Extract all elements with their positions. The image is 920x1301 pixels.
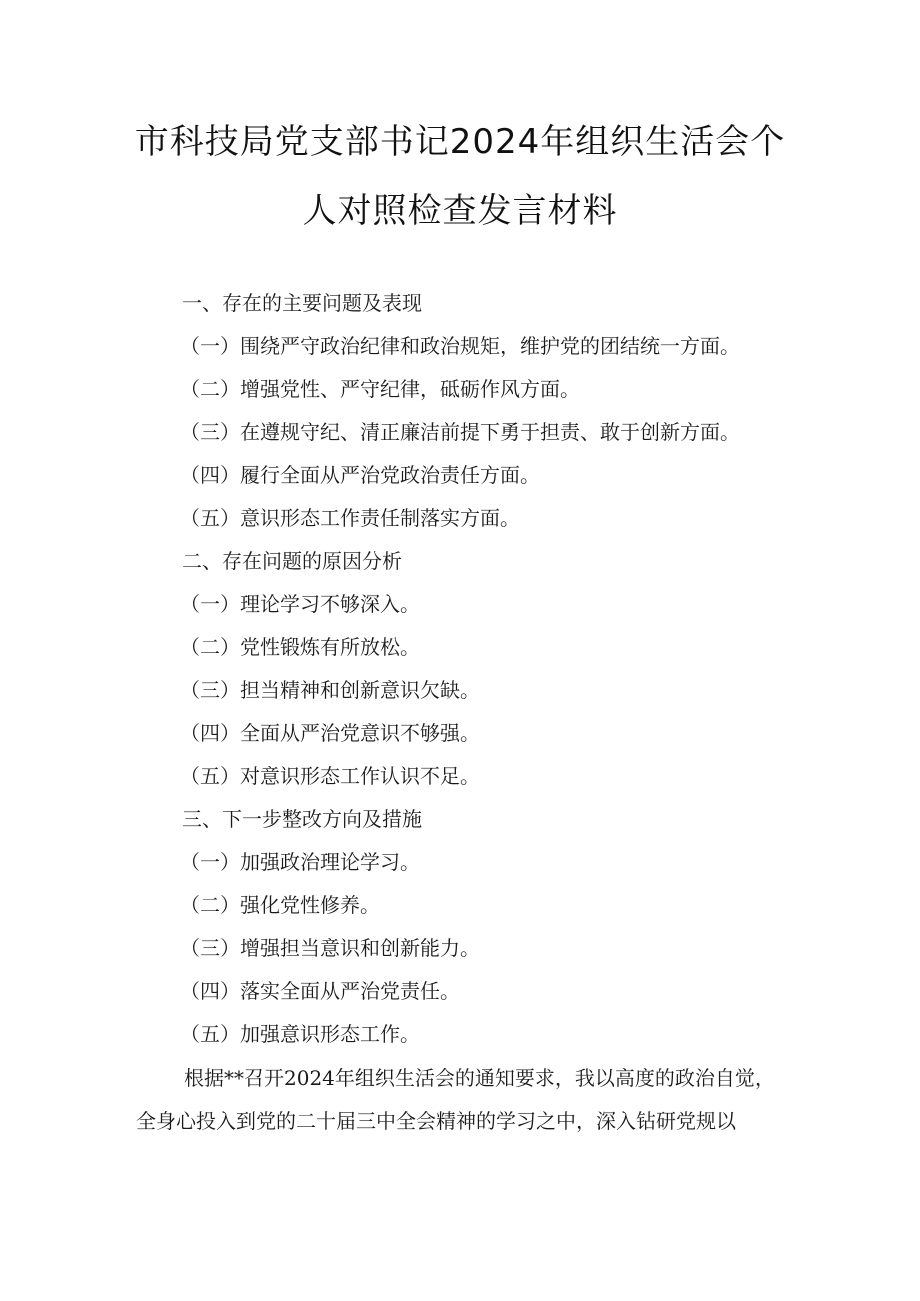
- section-3-item-5: （五）加强意识形态工作。: [180, 1022, 420, 1046]
- section-1-item-1: （一）围绕严守政治纪律和政治规矩，维护党的团结统一方面。: [180, 334, 740, 358]
- body-paragraph-line-2: 全身心投入到党的二十届三中全会精神的学习之中，深入钻研党规以: [136, 1109, 736, 1133]
- section-2-item-2: （二）党性锻炼有所放松。: [180, 635, 420, 659]
- section-1-item-5: （五）意识形态工作责任制落实方面。: [180, 506, 520, 530]
- section-2-item-5: （五）对意识形态工作认识不足。: [180, 764, 480, 788]
- section-2-item-1: （一）理论学习不够深入。: [180, 592, 420, 616]
- document-title-line-2: 人对照检查发言材料: [302, 191, 618, 231]
- section-3-item-2: （二）强化党性修养。: [180, 893, 380, 917]
- section-1-item-3: （三）在遵规守纪、清正廉洁前提下勇于担责、敢于创新方面。: [180, 420, 740, 444]
- document-outline: [180, 288, 820, 1062]
- section-2-item-4: （四）全面从严治党意识不够强。: [180, 721, 480, 745]
- section-heading-2: 二、存在问题的原因分析: [182, 549, 402, 573]
- section-1-item-4: （四）履行全面从严治党政治责任方面。: [180, 463, 540, 487]
- section-heading-1: 一、存在的主要问题及表现: [182, 291, 422, 315]
- section-heading-3: 三、下一步整改方向及措施: [182, 807, 422, 831]
- section-3-item-3: （三）增强担当意识和创新能力。: [180, 936, 480, 960]
- section-1-item-2: （二）增强党性、严守纪律，砥砺作风方面。: [180, 377, 580, 401]
- section-2-item-3: （三）担当精神和创新意识欠缺。: [180, 678, 480, 702]
- section-3-item-1: （一）加强政治理论学习。: [180, 850, 420, 874]
- section-3-item-4: （四）落实全面从严治党责任。: [180, 979, 460, 1003]
- body-paragraph-line-1: 根据**召开2024年组织生活会的通知要求，我以高度的政治自觉，: [184, 1066, 775, 1090]
- document-title-line-1: 市科技局党支部书记2024年组织生活会个: [134, 122, 786, 162]
